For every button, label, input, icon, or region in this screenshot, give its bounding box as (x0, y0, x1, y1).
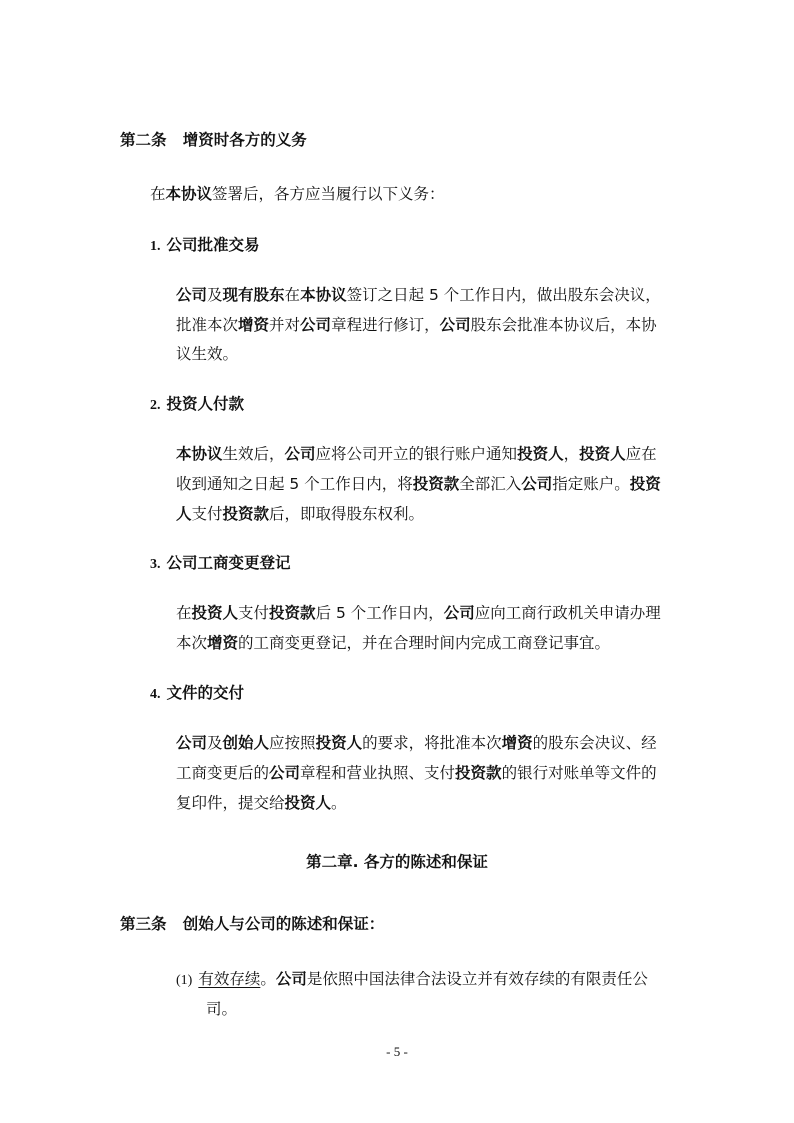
item-4-heading (150, 682, 244, 706)
text-run: 全部汇入 (459, 475, 522, 493)
text-run: 公司批准交易 (166, 236, 260, 254)
text-run: 本协议 (300, 286, 347, 304)
article-3-item-1-line-1 (176, 968, 648, 992)
text-run: 股东会批准本协议后，本协 (470, 316, 657, 334)
text-run: 投资 (629, 475, 661, 493)
article-2-number: 第二条 (120, 131, 167, 149)
item-2-line-1 (176, 443, 657, 465)
text-run: 司。 (206, 1000, 238, 1018)
text-run: 及 (207, 286, 223, 304)
article-2-title: 增资时各方的义务 (182, 131, 307, 149)
text-run: ， (563, 445, 580, 463)
text-run: 投资人 (579, 445, 626, 463)
text-run: 人 (176, 505, 192, 523)
text-run: 。 (260, 970, 276, 988)
item-1-number: 1. (150, 239, 161, 254)
text-run: 创始人 (222, 734, 270, 752)
text-run: 指定账户。 (552, 475, 630, 493)
text-run: 的银行对账单等文件的 (501, 764, 657, 782)
item-2-number: 2. (150, 398, 161, 413)
text-run: 本协议 (176, 445, 223, 463)
text-run: 支付 (191, 505, 223, 523)
item-4-number: 4. (150, 687, 161, 702)
text-run: 现有股东 (222, 286, 285, 304)
item-2-line-2 (176, 473, 661, 495)
text-run: 的工商变更登记，并在合理时间内完成工商登记事宜。 (238, 634, 611, 652)
text-run: 投资人 (517, 445, 564, 463)
item-2-line-3 (176, 503, 424, 525)
text-run: 批准本次 (176, 316, 239, 334)
text-run: 在 (150, 185, 166, 203)
text-run: 投资款 (412, 475, 460, 493)
text-run: 公司 (269, 764, 301, 782)
text-run: 本协议 (165, 185, 213, 203)
text-run: 是依照中国法律合法设立并有效存续的有限责任公 (306, 970, 648, 988)
text-run: 投资人 (284, 794, 332, 812)
text-run: 并对 (269, 316, 301, 334)
text-run: 应在 (625, 445, 657, 463)
text-run: 投资款 (269, 604, 316, 622)
valid-existence-term: 有效存续 (198, 970, 261, 988)
text-run: 投资人付款 (166, 395, 245, 413)
text-run: 的股东会决议、经 (532, 734, 657, 752)
text-run: 公司 (443, 604, 475, 622)
text-run: 支付 (238, 604, 270, 622)
text-run: 章程进行修订， (331, 316, 440, 334)
text-run: 公司工商变更登记 (166, 554, 291, 572)
text-run: 后 5 个工作日内， (315, 604, 444, 622)
item-4-line-1 (176, 732, 657, 754)
article-3-title: 创始人与公司的陈述和保证： (182, 915, 385, 933)
text-run: 应将公司开立的银行账户通知 (315, 445, 518, 463)
text-run: 公司 (176, 286, 208, 304)
text-run: 文件的交付 (166, 684, 245, 702)
text-run: 应向工商行政机关申请办理 (474, 604, 661, 622)
article-3-item-1-line-2 (206, 998, 237, 1020)
article-3-number: 第三条 (120, 915, 167, 933)
text-run: 公司 (300, 316, 332, 334)
text-run: 在 (176, 604, 192, 622)
text-run: 公司 (284, 445, 316, 463)
article-2-heading (120, 129, 307, 151)
text-run: 复印件，提交给 (176, 794, 285, 812)
text-run: 工商变更后的 (176, 764, 270, 782)
item-1-heading (150, 234, 260, 258)
text-run: 投资人 (315, 734, 363, 752)
text-run: 签订之日起 5 个工作日内，做出股东会决议， (346, 286, 661, 304)
text-run: 投资款 (455, 764, 502, 782)
text-run: 及 (207, 734, 223, 752)
item-3-line-2 (176, 632, 610, 654)
text-run: 增资 (238, 316, 270, 334)
text-run: 投资款 (222, 505, 270, 523)
page-number: - 5 - (386, 1044, 408, 1059)
text-run: 后，即取得股东权利。 (269, 505, 425, 523)
article-2-intro (150, 183, 445, 205)
text-run: 收到通知之日起 5 个工作日内，将 (176, 475, 413, 493)
text-run: 公司 (439, 316, 471, 334)
item-2-heading (150, 393, 244, 417)
item-1-line-3 (176, 343, 238, 365)
text-run: 公司 (521, 475, 553, 493)
text-run: 增资 (501, 734, 533, 752)
item-1-line-2 (176, 314, 657, 336)
text-run: 公司 (275, 970, 307, 988)
item-3-line-1 (176, 602, 661, 624)
text-run: 章程和营业执照、支付 (300, 764, 456, 782)
chapter-2-title: 第二章. 各方的陈述和保证 (306, 853, 488, 871)
text-run: 本次 (176, 634, 208, 652)
text-run: 投资人 (191, 604, 239, 622)
text-run: 议生效。 (176, 345, 239, 363)
text-run: 签署后，各方应当履行以下义务： (212, 185, 445, 203)
item-3-number: 3. (150, 557, 161, 572)
article-3-heading (120, 913, 384, 935)
text-run: 增资 (207, 634, 239, 652)
text-run: 的要求，将批准本次 (362, 734, 502, 752)
item-4-line-2 (176, 762, 657, 784)
text-run: 在 (284, 286, 301, 304)
text-run: 应按照 (269, 734, 316, 752)
text-run: 生效后， (222, 445, 285, 463)
text-run: 公司 (176, 734, 208, 752)
item-3-heading (150, 552, 291, 576)
item-4-line-3 (176, 792, 347, 814)
article-3-item-1-number: (1) (176, 973, 193, 988)
item-1-line-1 (176, 284, 661, 306)
text-run: 。 (331, 794, 347, 812)
